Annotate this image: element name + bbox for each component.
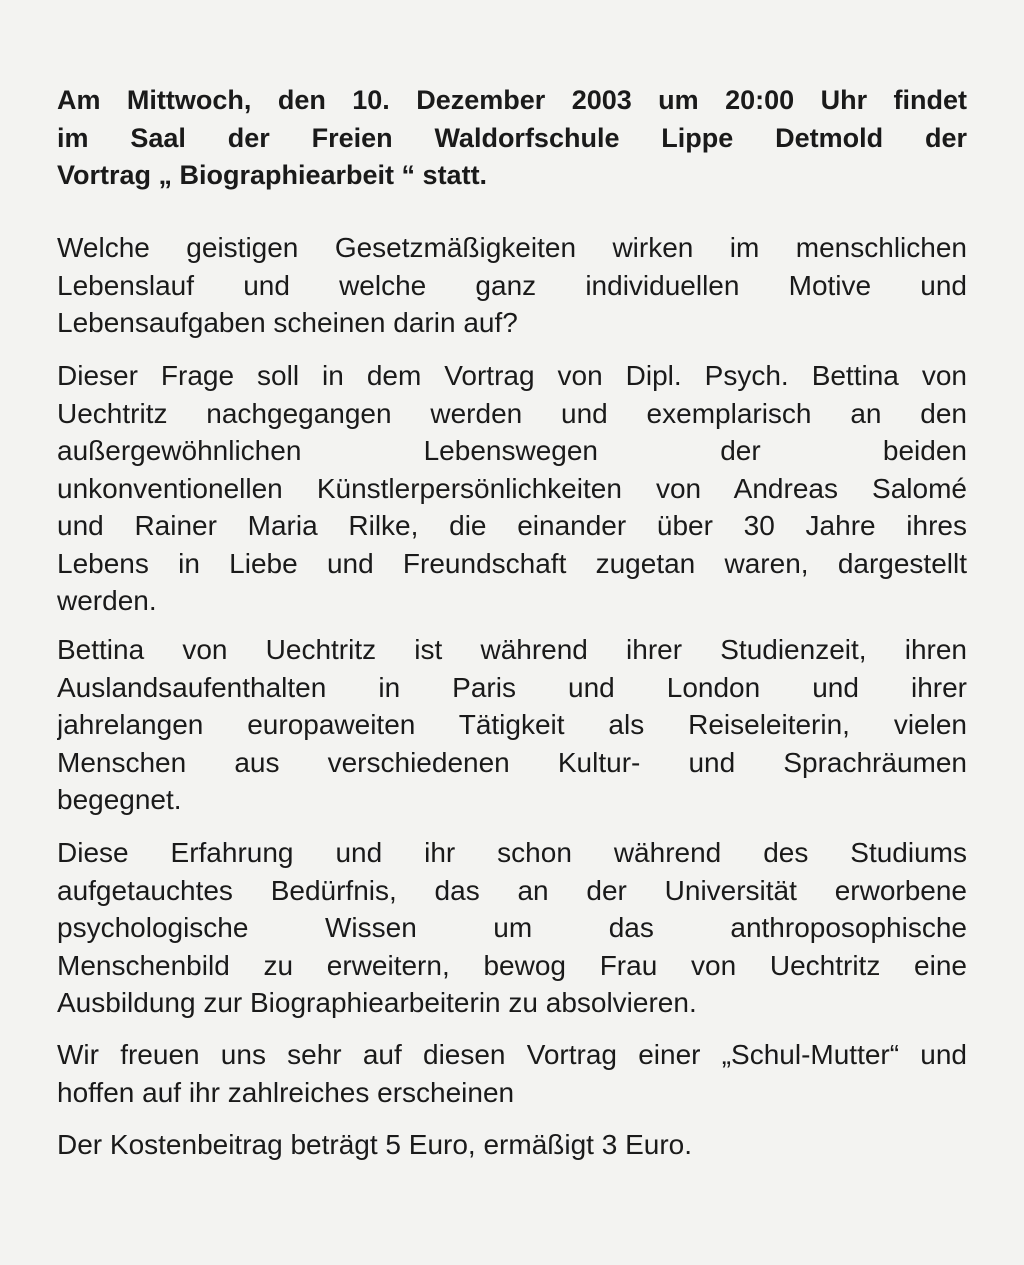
- text-line: Am Mittwoch, den 10. Dezember 2003 um 20:00 Uhr findet: [57, 85, 967, 115]
- text-line: Menschenbild zu erweitern, bewog Frau von Uechtritz eine: [57, 949, 967, 981]
- text-line: werden.: [57, 585, 157, 616]
- text-line: aufgetauchtes Bedürfnis, das an der Universität erworbene: [57, 874, 967, 906]
- paragraph-fee: [57, 1126, 967, 1164]
- text-line: Wir freuen uns sehr auf diesen Vortrag einer „Schul-Mutter“ und: [57, 1039, 967, 1070]
- text-line: Vortrag „ Biographiearbeit “ statt.: [57, 160, 488, 190]
- text-line: jahrelangen europaweiten Tätigkeit als Reiseleiterin, vielen: [57, 709, 967, 740]
- paragraph-training: [57, 834, 967, 1022]
- text-line: Lebenslauf und welche ganz individuellen Motive und: [57, 269, 967, 301]
- text-line: Der Kostenbeitrag beträgt 5 Euro, ermäßigt 3 Euro.: [57, 1129, 692, 1160]
- text-line: hoffen auf ihr zahlreiches erscheinen: [57, 1076, 515, 1108]
- text-line: Menschen aus verschiedenen Kultur- und Sprachräumen: [57, 746, 967, 778]
- paragraph-questions: [57, 229, 967, 342]
- text-line: Bettina von Uechtritz ist während ihrer Studienzeit, ihren: [57, 634, 967, 665]
- text-line: im Saal der Freien Waldorfschule Lippe Detmold der: [57, 122, 967, 153]
- announcement-heading: [57, 82, 967, 195]
- text-line: außergewöhnlichen Lebenswegen der beiden: [57, 435, 967, 466]
- paragraph-speaker: [57, 631, 967, 819]
- text-line: Uechtritz nachgegangen werden und exemplarisch an den: [57, 397, 967, 429]
- text-line: Dieser Frage soll in dem Vortrag von Dipl. Psych. Bettina von: [57, 360, 967, 391]
- text-line: Lebensaufgaben scheinen darin auf?: [57, 307, 518, 338]
- text-line: Diese Erfahrung und ihr schon während des Studiums: [57, 837, 967, 868]
- text-line: und Rainer Maria Rilke, die einander über 30 Jahre ihres: [57, 510, 967, 541]
- text-line: Lebens in Liebe und Freundschaft zugetan waren, dargestellt: [57, 547, 967, 579]
- paragraph-lecture: [57, 357, 967, 620]
- paragraph-invitation: [57, 1036, 967, 1111]
- text-line: psychologische Wissen um das anthroposophische: [57, 912, 967, 943]
- text-line: begegnet.: [57, 784, 182, 815]
- text-line: Ausbildung zur Biographiearbeiterin zu absolvieren.: [57, 987, 697, 1018]
- text-line: Welche geistigen Gesetzmäßigkeiten wirken im menschlichen: [57, 232, 967, 263]
- text-line: Auslandsaufenthalten in Paris und London und ihrer: [57, 671, 967, 703]
- text-line: unkonventionellen Künstlerpersönlichkeiten von Andreas Salomé: [57, 472, 967, 504]
